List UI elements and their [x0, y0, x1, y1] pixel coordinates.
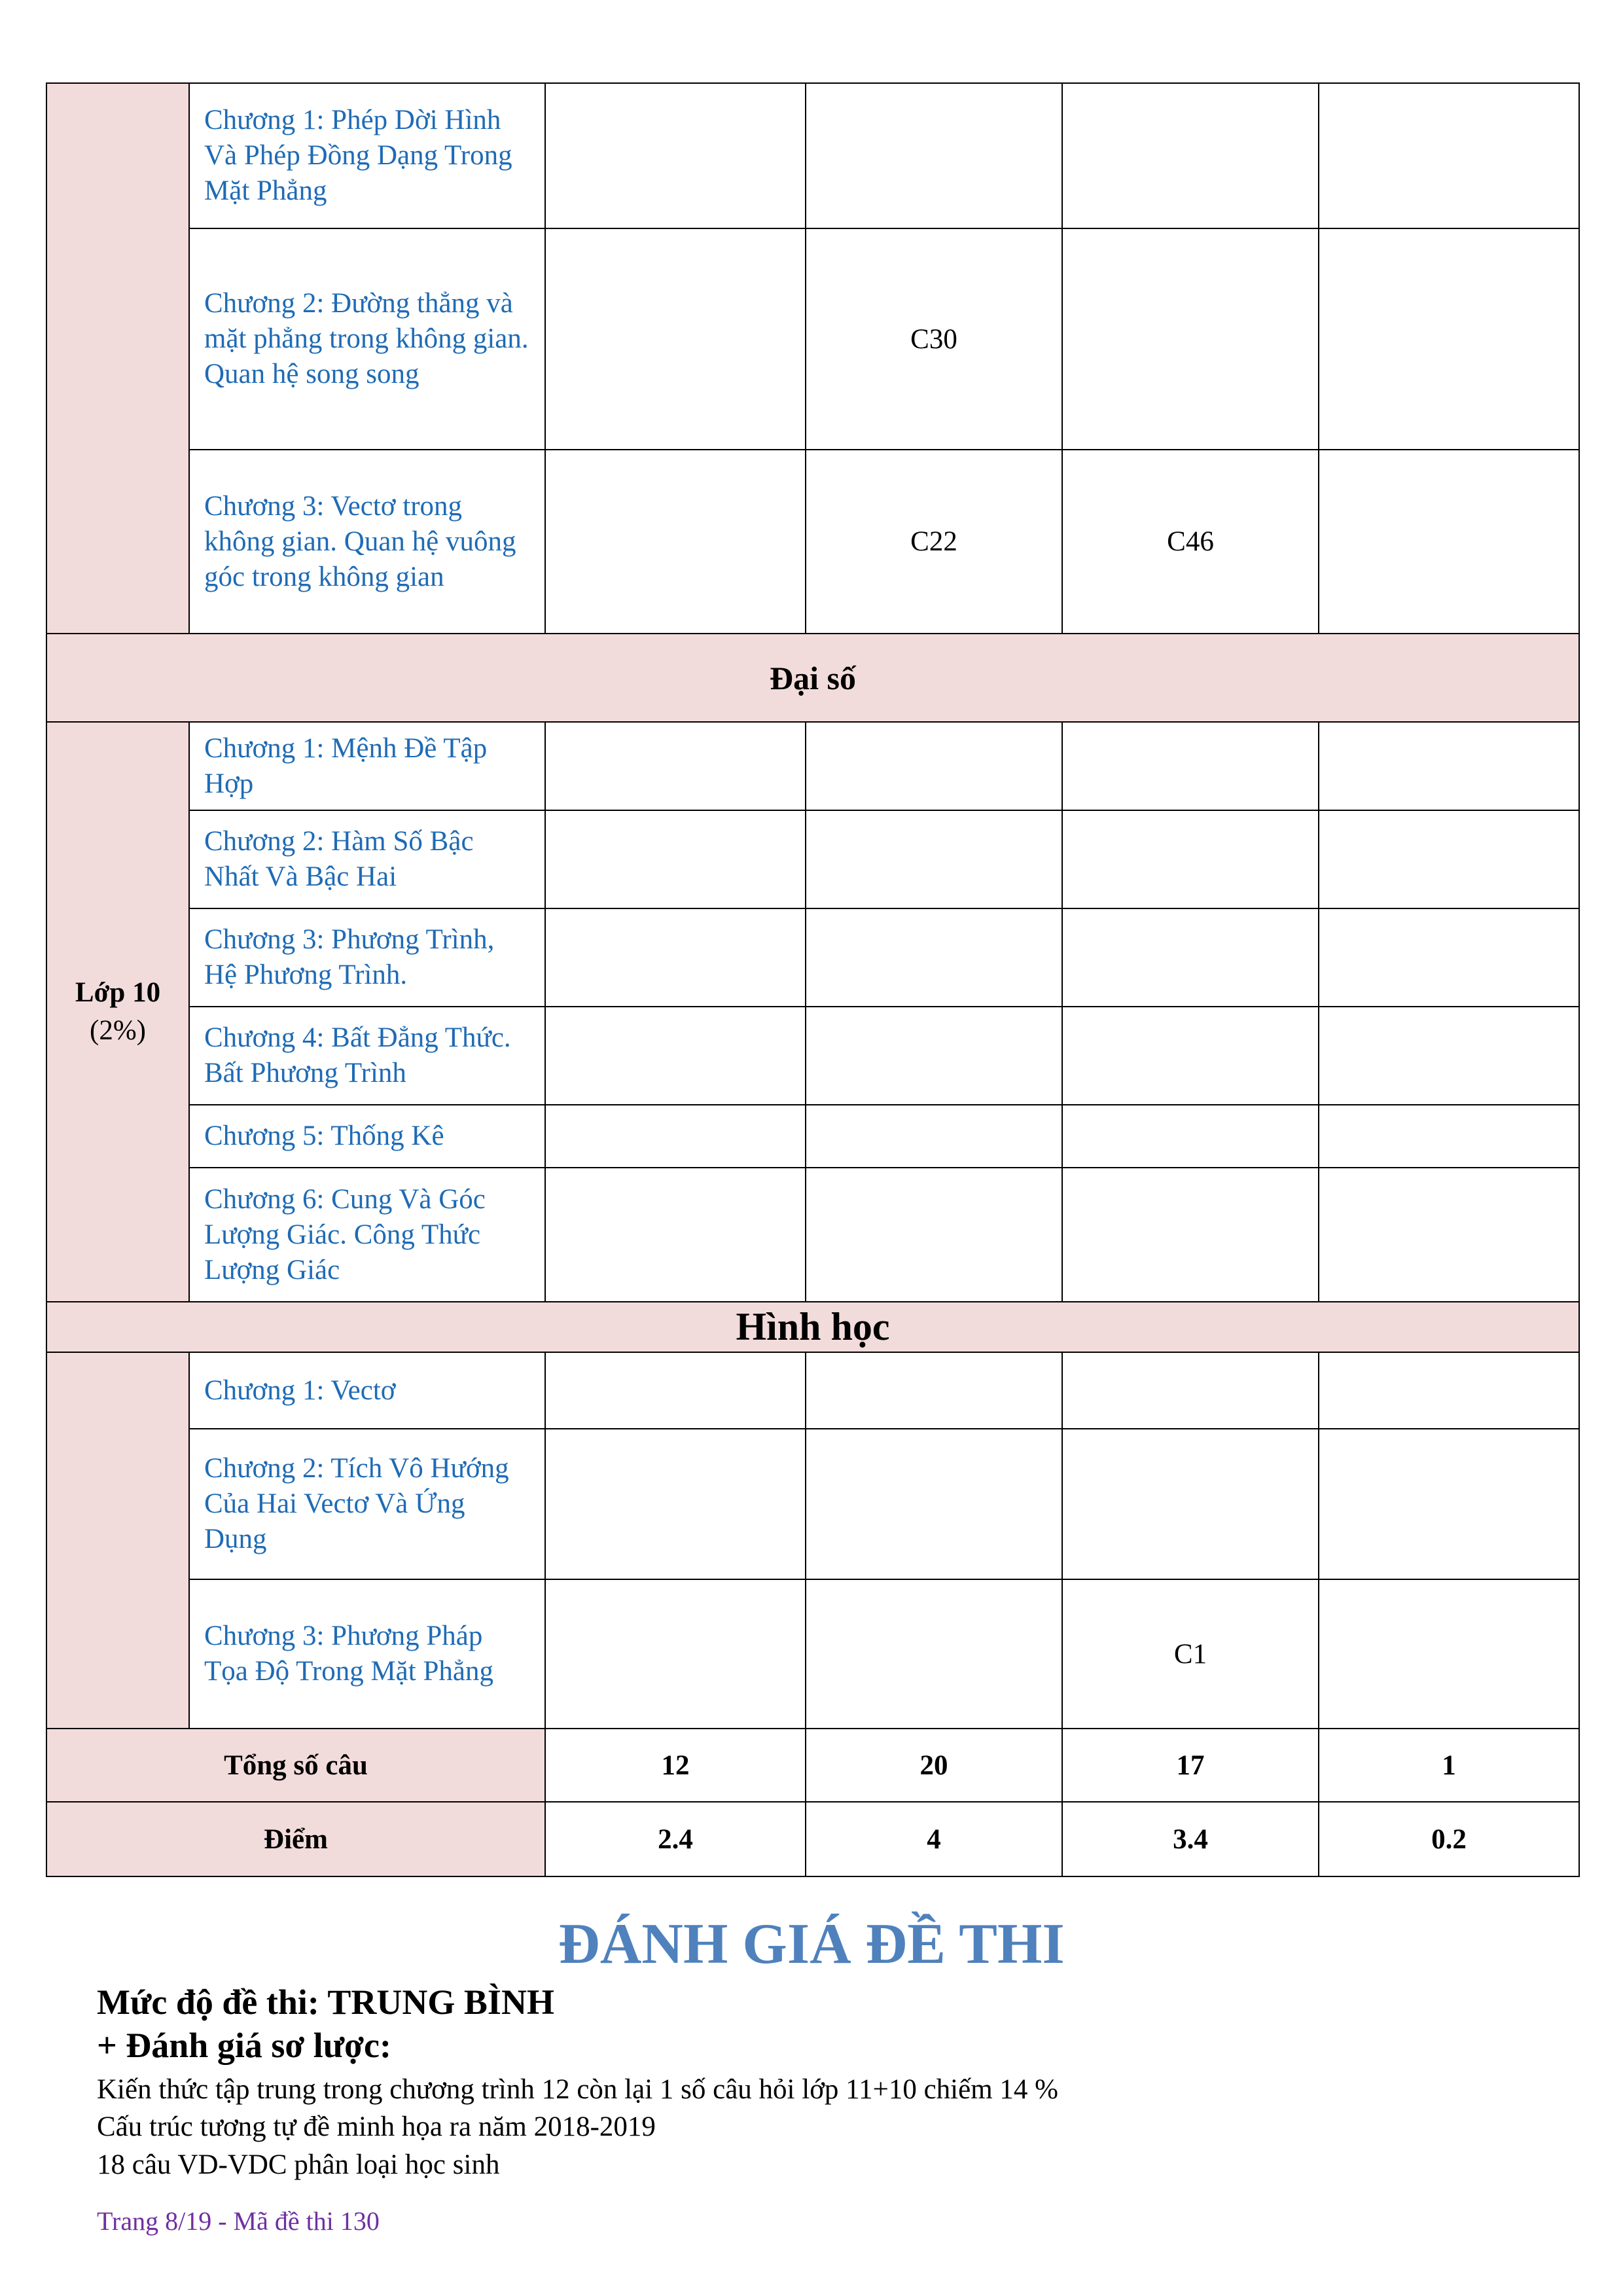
- value-cell: [1319, 1105, 1579, 1168]
- value-cell: [1319, 450, 1579, 634]
- value-cell: [1319, 83, 1579, 228]
- total-count-cell: 17: [1062, 1729, 1319, 1802]
- value-cell: [1062, 1429, 1319, 1579]
- chapter-cell: Chương 3: Vectơ trong không gian. Quan hệ vuông góc trong không gian: [189, 450, 545, 634]
- chapter-cell: Chương 2: Tích Vô Hướng Của Hai Vectơ Và Ứng Dụng: [189, 1429, 545, 1579]
- value-cell: [1062, 1007, 1319, 1105]
- summary-line: Kiến thức tập trung trong chương trình 12 còn lại 1 số câu hỏi lớp 11+10 chiếm 14 %: [97, 2074, 1058, 2105]
- chapter-cell: Chương 2: Đường thẳng và mặt phẳng trong không gian. Quan hệ song song: [189, 228, 545, 450]
- grade-cell-grade11: [46, 83, 189, 634]
- grade-cell-grade10: [46, 722, 189, 1302]
- chapter-cell: Chương 1: Phép Dời Hình Và Phép Đồng Dạng Trong Mặt Phẳng: [189, 83, 545, 228]
- score-cell: 0.2: [1319, 1802, 1579, 1876]
- exam-level: Mức độ đề thi: TRUNG BÌNH: [97, 1982, 554, 2022]
- total-count-cell: 20: [806, 1729, 1062, 1802]
- value-cell: [1319, 908, 1579, 1007]
- value-cell: [806, 1007, 1062, 1105]
- table-row: [46, 634, 1579, 722]
- score-cell: 4: [806, 1802, 1062, 1876]
- table-row: [46, 1007, 1579, 1105]
- value-cell: [545, 1007, 806, 1105]
- value-cell: [545, 908, 806, 1007]
- grade-title: Lớp 10: [75, 977, 161, 1008]
- value-cell: [545, 722, 806, 810]
- value-cell: C46: [1062, 450, 1319, 634]
- chapter-cell: Chương 6: Cung Và Góc Lượng Giác. Công Thức Lượng Giác: [189, 1168, 545, 1302]
- value-cell: [545, 1105, 806, 1168]
- value-cell: [545, 83, 806, 228]
- value-cell: [1062, 722, 1319, 810]
- value-cell: [1319, 722, 1579, 810]
- score-cell: 3.4: [1062, 1802, 1319, 1876]
- table-row: [46, 1579, 1579, 1729]
- table-row: [46, 908, 1579, 1007]
- score-cell: 2.4: [545, 1802, 806, 1876]
- value-cell: [806, 1168, 1062, 1302]
- table-row: [46, 228, 1579, 450]
- summary-label: + Đánh giá sơ lược:: [97, 2026, 392, 2065]
- score-label: Điểm: [46, 1802, 545, 1876]
- value-cell: C1: [1062, 1579, 1319, 1729]
- table-row-totals: [46, 1729, 1579, 1802]
- value-cell: [545, 1429, 806, 1579]
- value-cell: [1062, 83, 1319, 228]
- value-cell: [1319, 1579, 1579, 1729]
- table-row: [46, 450, 1579, 634]
- value-cell: [1319, 1168, 1579, 1302]
- summary-line: 18 câu VD-VDC phân loại học sinh: [97, 2149, 500, 2180]
- value-cell: [806, 1105, 1062, 1168]
- chapter-cell: Chương 5: Thống Kê: [189, 1105, 545, 1168]
- value-cell: [545, 1168, 806, 1302]
- value-cell: [545, 450, 806, 634]
- page-footer: Trang 8/19 - Mã đề thi 130: [97, 2206, 380, 2236]
- value-cell: [1062, 810, 1319, 908]
- table-row: [46, 1168, 1579, 1302]
- chapter-cell: Chương 4: Bất Đẳng Thức. Bất Phương Trình: [189, 1007, 545, 1105]
- value-cell: [806, 83, 1062, 228]
- summary-line: Cấu trúc tương tự đề minh họa ra năm 2018-2019: [97, 2111, 656, 2142]
- value-cell: C22: [806, 450, 1062, 634]
- table-row: [46, 83, 1579, 228]
- value-cell: [1319, 1429, 1579, 1579]
- value-cell: [1062, 908, 1319, 1007]
- table-row: [46, 1105, 1579, 1168]
- value-cell: [1062, 1352, 1319, 1429]
- value-cell: [1319, 810, 1579, 908]
- value-cell: [806, 722, 1062, 810]
- value-cell: [806, 1352, 1062, 1429]
- chapter-cell: Chương 3: Phương Pháp Tọa Độ Trong Mặt Phẳng: [189, 1579, 545, 1729]
- chapter-cell: Chương 3: Phương Trình, Hệ Phương Trình.: [189, 908, 545, 1007]
- chapter-cell: Chương 1: Vectơ: [189, 1352, 545, 1429]
- value-cell: [1319, 1007, 1579, 1105]
- table-row: [46, 1352, 1579, 1429]
- value-cell: [1062, 1168, 1319, 1302]
- grade-percent: (2%): [90, 1015, 146, 1046]
- value-cell: [545, 1579, 806, 1729]
- value-cell: [1319, 228, 1579, 450]
- total-count-cell: 1: [1319, 1729, 1579, 1802]
- chapter-cell: Chương 1: Mệnh Đề Tập Hợp: [189, 722, 545, 810]
- value-cell: [1319, 1352, 1579, 1429]
- value-cell: C30: [806, 228, 1062, 450]
- value-cell: [545, 810, 806, 908]
- value-cell: [545, 1352, 806, 1429]
- value-cell: [1062, 228, 1319, 450]
- value-cell: [806, 1429, 1062, 1579]
- table-row: [46, 1302, 1579, 1352]
- table-row: [46, 722, 1579, 810]
- value-cell: [806, 908, 1062, 1007]
- table-row: [46, 1429, 1579, 1579]
- value-cell: [545, 228, 806, 450]
- exam-matrix-table: [46, 82, 1580, 1877]
- value-cell: [806, 1579, 1062, 1729]
- evaluation-heading: ĐÁNH GIÁ ĐỀ THI: [558, 1912, 1065, 1976]
- value-cell: [1062, 1105, 1319, 1168]
- table-row: [46, 810, 1579, 908]
- total-count-label: Tổng số câu: [46, 1729, 545, 1802]
- chapter-cell: Chương 2: Hàm Số Bậc Nhất Và Bậc Hai: [189, 810, 545, 908]
- section-header-geometry: Hình học: [46, 1302, 1579, 1352]
- table-row-scores: [46, 1802, 1579, 1876]
- value-cell: [806, 810, 1062, 908]
- grade-cell-geometry: [46, 1352, 189, 1729]
- total-count-cell: 12: [545, 1729, 806, 1802]
- section-header-algebra: Đại số: [46, 634, 1579, 722]
